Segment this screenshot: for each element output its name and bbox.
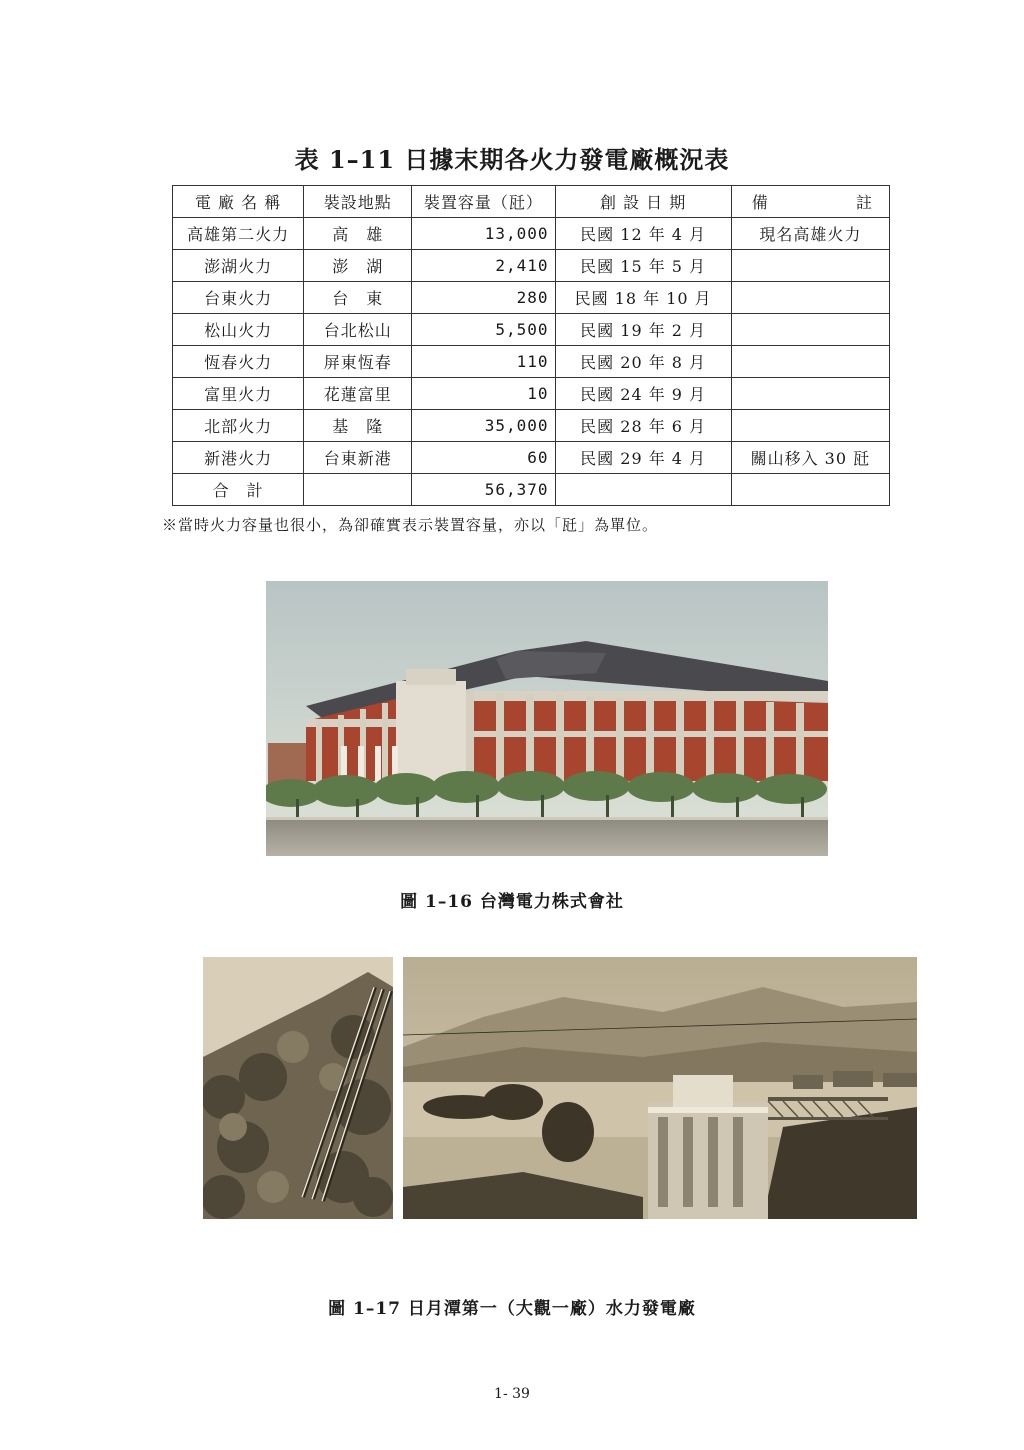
page-number: 1- 39 xyxy=(494,1386,530,1402)
table-row xyxy=(173,378,890,410)
cell-location: 台東新港 xyxy=(304,442,412,474)
cell-remarks: 關山移入 30 瓩 xyxy=(731,442,889,474)
cell-total-location xyxy=(304,474,412,506)
cell-plant-name: 台東火力 xyxy=(173,282,304,314)
cell-location: 澎 湖 xyxy=(304,250,412,282)
cell-remarks xyxy=(731,250,889,282)
cell-plant-name: 澎湖火力 xyxy=(173,250,304,282)
cell-founding-date: 民國 18 年 10 月 xyxy=(555,282,731,314)
cell-capacity: 35,000 xyxy=(412,410,555,442)
table-row xyxy=(173,346,890,378)
cell-location: 基 隆 xyxy=(304,410,412,442)
header-plant-name: 電 廠 名 稱 xyxy=(173,186,304,218)
cell-founding-date: 民國 28 年 6 月 xyxy=(555,410,731,442)
cell-remarks xyxy=(731,346,889,378)
table-row xyxy=(173,410,890,442)
header-capacity: 裝置容量（瓩） xyxy=(412,186,555,218)
cell-founding-date: 民國 24 年 9 月 xyxy=(555,378,731,410)
cell-capacity: 2,410 xyxy=(412,250,555,282)
power-plant-table xyxy=(172,185,890,506)
table-footnote: ※當時火力容量也很小，為卻確實表示裝置容量，亦以「瓩」為單位。 xyxy=(162,516,659,534)
cell-remarks: 現名高雄火力 xyxy=(731,218,889,250)
cell-founding-date: 民國 19 年 2 月 xyxy=(555,314,731,346)
header-remarks-left: 備 xyxy=(751,193,769,212)
cell-location: 台 東 xyxy=(304,282,412,314)
cell-founding-date: 民國 29 年 4 月 xyxy=(555,442,731,474)
cell-capacity: 13,000 xyxy=(412,218,555,250)
cell-capacity: 10 xyxy=(412,378,555,410)
cell-total-label: 合 計 xyxy=(173,474,304,506)
cell-founding-date: 民國 12 年 4 月 xyxy=(555,218,731,250)
sun-moon-lake-plant-photo xyxy=(403,957,917,1219)
cell-founding-date: 民國 20 年 8 月 xyxy=(555,346,731,378)
header-founding-date: 創 設 日 期 xyxy=(555,186,731,218)
cell-founding-date: 民國 15 年 5 月 xyxy=(555,250,731,282)
cell-capacity: 110 xyxy=(412,346,555,378)
table-row xyxy=(173,282,890,314)
cell-capacity: 60 xyxy=(412,442,555,474)
company-building-photo xyxy=(266,581,828,856)
table-row xyxy=(173,250,890,282)
cell-plant-name: 高雄第二火力 xyxy=(173,218,304,250)
table-total-row xyxy=(173,474,890,506)
cell-remarks xyxy=(731,378,889,410)
table-row xyxy=(173,218,890,250)
cell-total-remarks xyxy=(731,474,889,506)
figure-1-16-caption: 圖 1–16 台灣電力株式會社 xyxy=(400,892,624,912)
cell-remarks xyxy=(731,410,889,442)
header-location: 裝設地點 xyxy=(304,186,412,218)
table-row xyxy=(173,314,890,346)
cell-total-capacity: 56,370 xyxy=(412,474,555,506)
cell-remarks xyxy=(731,314,889,346)
table-title: 表 1–11 日據末期各火力發電廠概況表 xyxy=(294,145,730,174)
table-header-row xyxy=(173,186,890,218)
cell-capacity: 280 xyxy=(412,282,555,314)
cell-location: 高 雄 xyxy=(304,218,412,250)
table-row xyxy=(173,442,890,474)
cell-location: 屏東恆春 xyxy=(304,346,412,378)
figure-1-17-caption: 圖 1–17 日月潭第一（大觀一廠）水力發電廠 xyxy=(328,1299,696,1319)
penstock-photo xyxy=(203,957,393,1219)
cell-plant-name: 北部火力 xyxy=(173,410,304,442)
cell-plant-name: 松山火力 xyxy=(173,314,304,346)
cell-capacity: 5,500 xyxy=(412,314,555,346)
cell-total-date xyxy=(555,474,731,506)
cell-plant-name: 富里火力 xyxy=(173,378,304,410)
cell-plant-name: 新港火力 xyxy=(173,442,304,474)
header-remarks xyxy=(731,186,889,218)
cell-location: 台北松山 xyxy=(304,314,412,346)
cell-location: 花蓮富里 xyxy=(304,378,412,410)
header-remarks-right: 註 xyxy=(855,193,873,212)
cell-remarks xyxy=(731,282,889,314)
cell-plant-name: 恆春火力 xyxy=(173,346,304,378)
